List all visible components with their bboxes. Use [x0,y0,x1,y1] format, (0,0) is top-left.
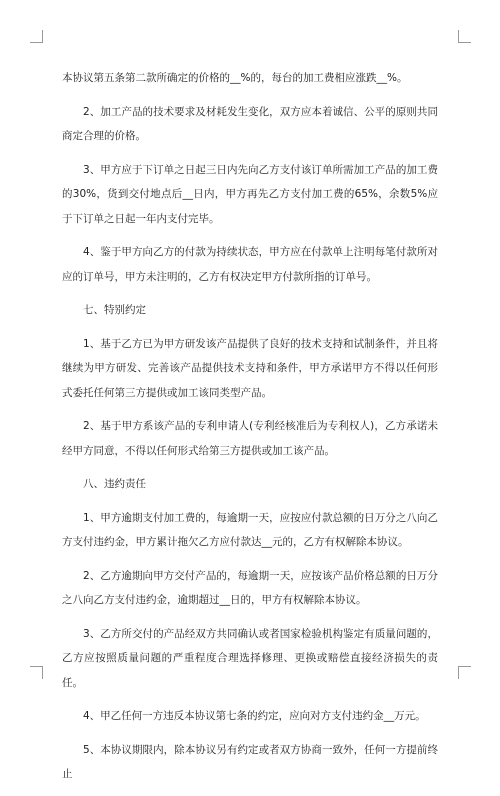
paragraph-liability-2: 2、乙方逾期向甲方交付产品的，每逾期一天，应按该产品价格总额的日万分之八向乙方支付违约金，逾期超过__日的，甲方有权解除本协议。 [62,569,438,606]
crop-mark-bottom-left [30,666,43,679]
paragraph-special-2: 2、基于甲方系该产品的专利申请人(专利经核准后为专利权人)，乙方承诺未经甲方同意，不得以任何形式给第三方提供或加工该产品。 [62,420,438,457]
paragraph-clause-3-payment: 3、甲方应于下订单之日起三日内先向乙方支付该订单所需加工产品的加工费的30%，货到交付地点后__日内，甲方再先乙方支付加工费的65%，余数5%应于下订单之日起一年内支付完毕。 [62,163,438,225]
paragraph-clause-2-pricing: 2、加工产品的技术要求及材耗发生变化，双方应本着诚信、公平的原则共同商定合理的价格。 [62,105,438,142]
paragraph-liability-5: 5、本协议期限内，除本协议另有约定或者双方协商一致外，任何一方提前终止 [62,743,438,780]
document-body [62,66,438,796]
crop-mark-top-left [30,30,43,43]
crop-mark-top-right [458,30,471,43]
paragraph-clause-4-order-number: 4、鉴于甲方向乙方的付款为持续状态，甲方应在付款单上注明每笔付款所对应的订单号，甲方未注明的，乙方有权决定甲方付款所指的订单号。 [62,246,438,283]
paragraph-continuation: 本协议第五条第二款所确定的价格的__%的，每台的加工费相应涨跌__%。 [62,72,408,84]
section-heading-liability: 八、违约责任 [83,478,146,490]
section-heading-special-terms: 七、特别约定 [83,304,146,316]
paragraph-special-1: 1、基于乙方已为甲方研发该产品提供了良好的技术支持和试制条件，并且将继续为甲方研发、完善该产品提供技术支持和条件，甲方承诺甲方不得以任何形式委托任何第三方提供或加工该同类型产品。 [62,337,438,399]
paragraph-liability-3: 3、乙方所交付的产品经双方共同确认或者国家检验机构鉴定有质量问题的，乙方应按照质量问题的严重程度合理选择修理、更换或赔偿直接经济损失的责任。 [62,627,438,689]
paragraph-liability-1: 1、甲方逾期支付加工费的，每逾期一天，应按应付款总额的日万分之八向乙方支付违约金，甲方累计拖欠乙方应付款达__元的，乙方有权解除本协议。 [62,511,438,548]
crop-mark-bottom-right [458,666,471,679]
paragraph-liability-4: 4、甲乙任何一方违反本协议第七条的约定，应向对方支付违约金__万元。 [83,710,426,722]
